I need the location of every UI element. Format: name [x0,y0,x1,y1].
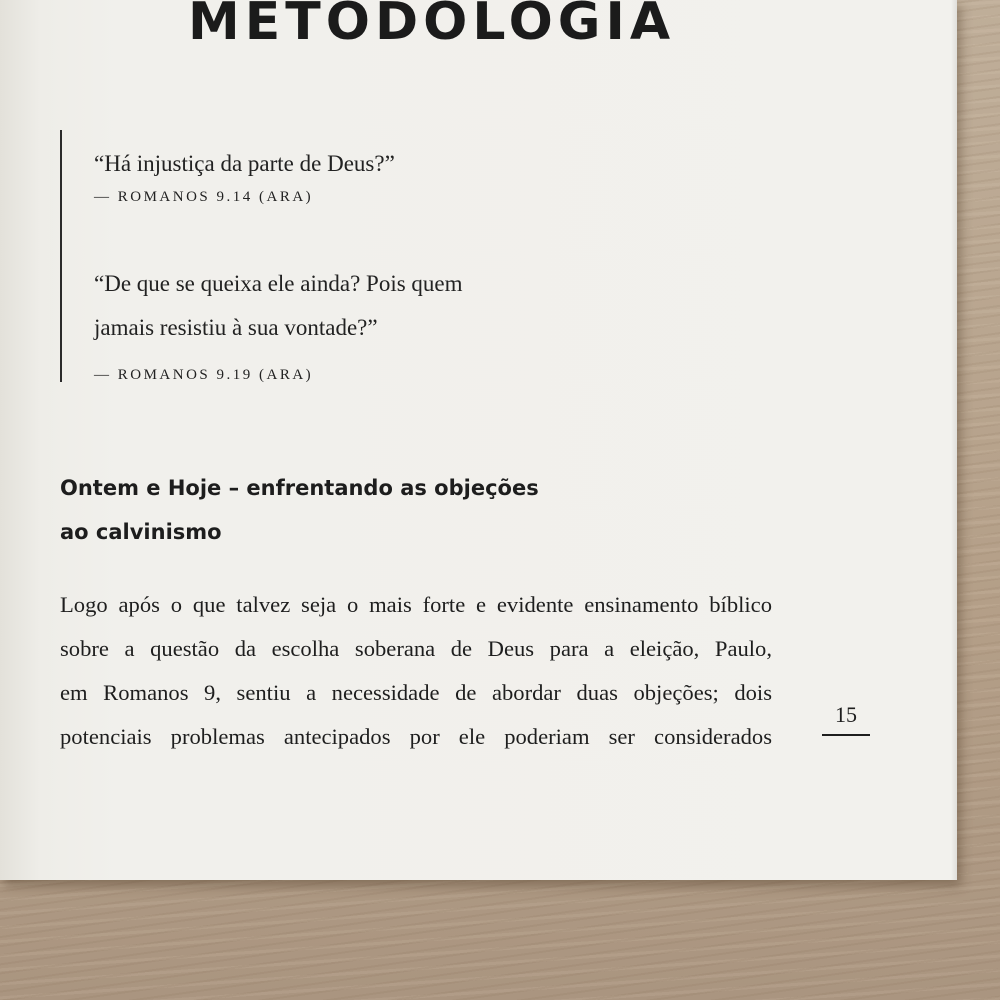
epigraph-block [60,130,463,383]
epigraph-quote-2-line-2: jamais resistiu à sua vontade?” [94,315,378,340]
body-line-3: em Romanos 9, sentiu a necessidade de abordar duas objeções; dois [60,680,772,705]
epigraph-quote-1: “Há injustiça da parte de Deus?” [94,151,395,176]
epigraph-reference-2: — ROMANOS 9.19 (ARA) [94,367,314,383]
body-paragraph [60,583,772,759]
section-heading-line-2: ao calvinismo [60,520,222,544]
chapter-title: METODOLOGIA [188,0,676,52]
body-line-1: Logo após o que talvez seja o mais forte e evidente ensinamento bíblico [60,592,772,617]
section-heading-line-1: Ontem e Hoje – enfrentando as objeções [60,476,539,500]
epigraph-quote-2 [94,262,614,350]
section-heading [60,466,660,554]
body-line-4: potenciais problemas antecipados por ele poderiam ser considerados [60,724,772,749]
body-line-2: sobre a questão da escolha soberana de Deus para a eleição, Paulo, [60,636,772,661]
epigraph-reference-1: — ROMANOS 9.14 (ARA) [94,189,314,205]
page-number: 15 [822,702,870,736]
epigraph-quote-2-line-1: “De que se queixa ele ainda? Pois quem [94,271,463,296]
